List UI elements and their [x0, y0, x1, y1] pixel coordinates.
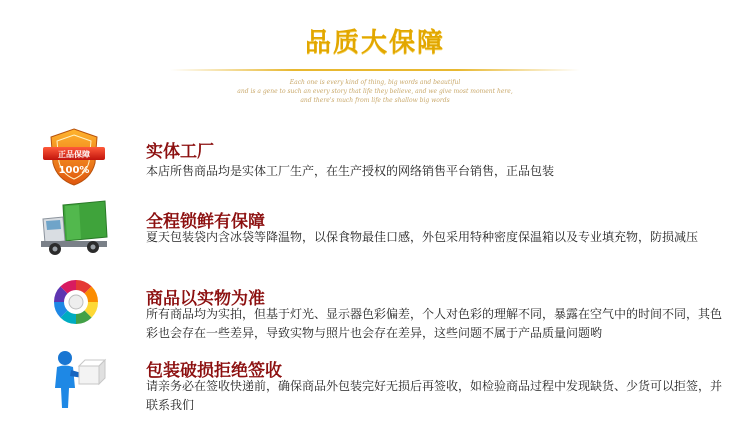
- item-description: 所有商品均为实拍，但基于灯光、显示器色彩偏差，个人对色彩的理解不同，暴露在空气中的时间不同，其色彩也会存在一些差异，导致实物与照片也会存在差异，这些问题不属于产品质量问题哟: [146, 307, 723, 340]
- page-title: 品质大保障: [304, 28, 445, 58]
- decorative-script-text: [230, 78, 520, 105]
- item-description: 请亲务必在签收快递前，确保商品外包装完好无损后再签收，如检验商品过程中发现缺货、少货可以拒签，并联系我们: [146, 379, 723, 412]
- factory-shield-badge-icon: [35, 125, 113, 189]
- person-carrying-box-icon: [35, 348, 113, 412]
- item-title: 全程锁鲜有保障: [146, 212, 265, 232]
- color-wheel-icon: [35, 270, 113, 334]
- script-line: Each one is every kind of thing, big words and beautiful: [289, 79, 461, 86]
- item-title: 包装破损拒绝签收: [146, 361, 282, 381]
- badge-percent: 100%: [58, 165, 90, 176]
- header: [0, 0, 750, 110]
- item-title: 实体工厂: [146, 142, 214, 162]
- delivery-truck-icon: [35, 197, 113, 261]
- gold-divider: [170, 69, 580, 71]
- item-description: 夏天包装袋内含冰袋等降温物，以保食物最佳口感，外包采用特种密度保温箱以及专业填充物，防损减压: [146, 230, 699, 244]
- script-line: and there's much from life the shallow big words: [300, 97, 450, 104]
- badge-label: 正品保障: [58, 150, 90, 159]
- item-description: 本店所售商品均是实体工厂生产，在生产授权的网络销售平台销售，正品包装: [146, 164, 555, 178]
- item-title: 商品以实物为准: [146, 289, 265, 309]
- script-line: and is a gene to such an every story that life they believe, and we give most moment here,: [237, 88, 513, 95]
